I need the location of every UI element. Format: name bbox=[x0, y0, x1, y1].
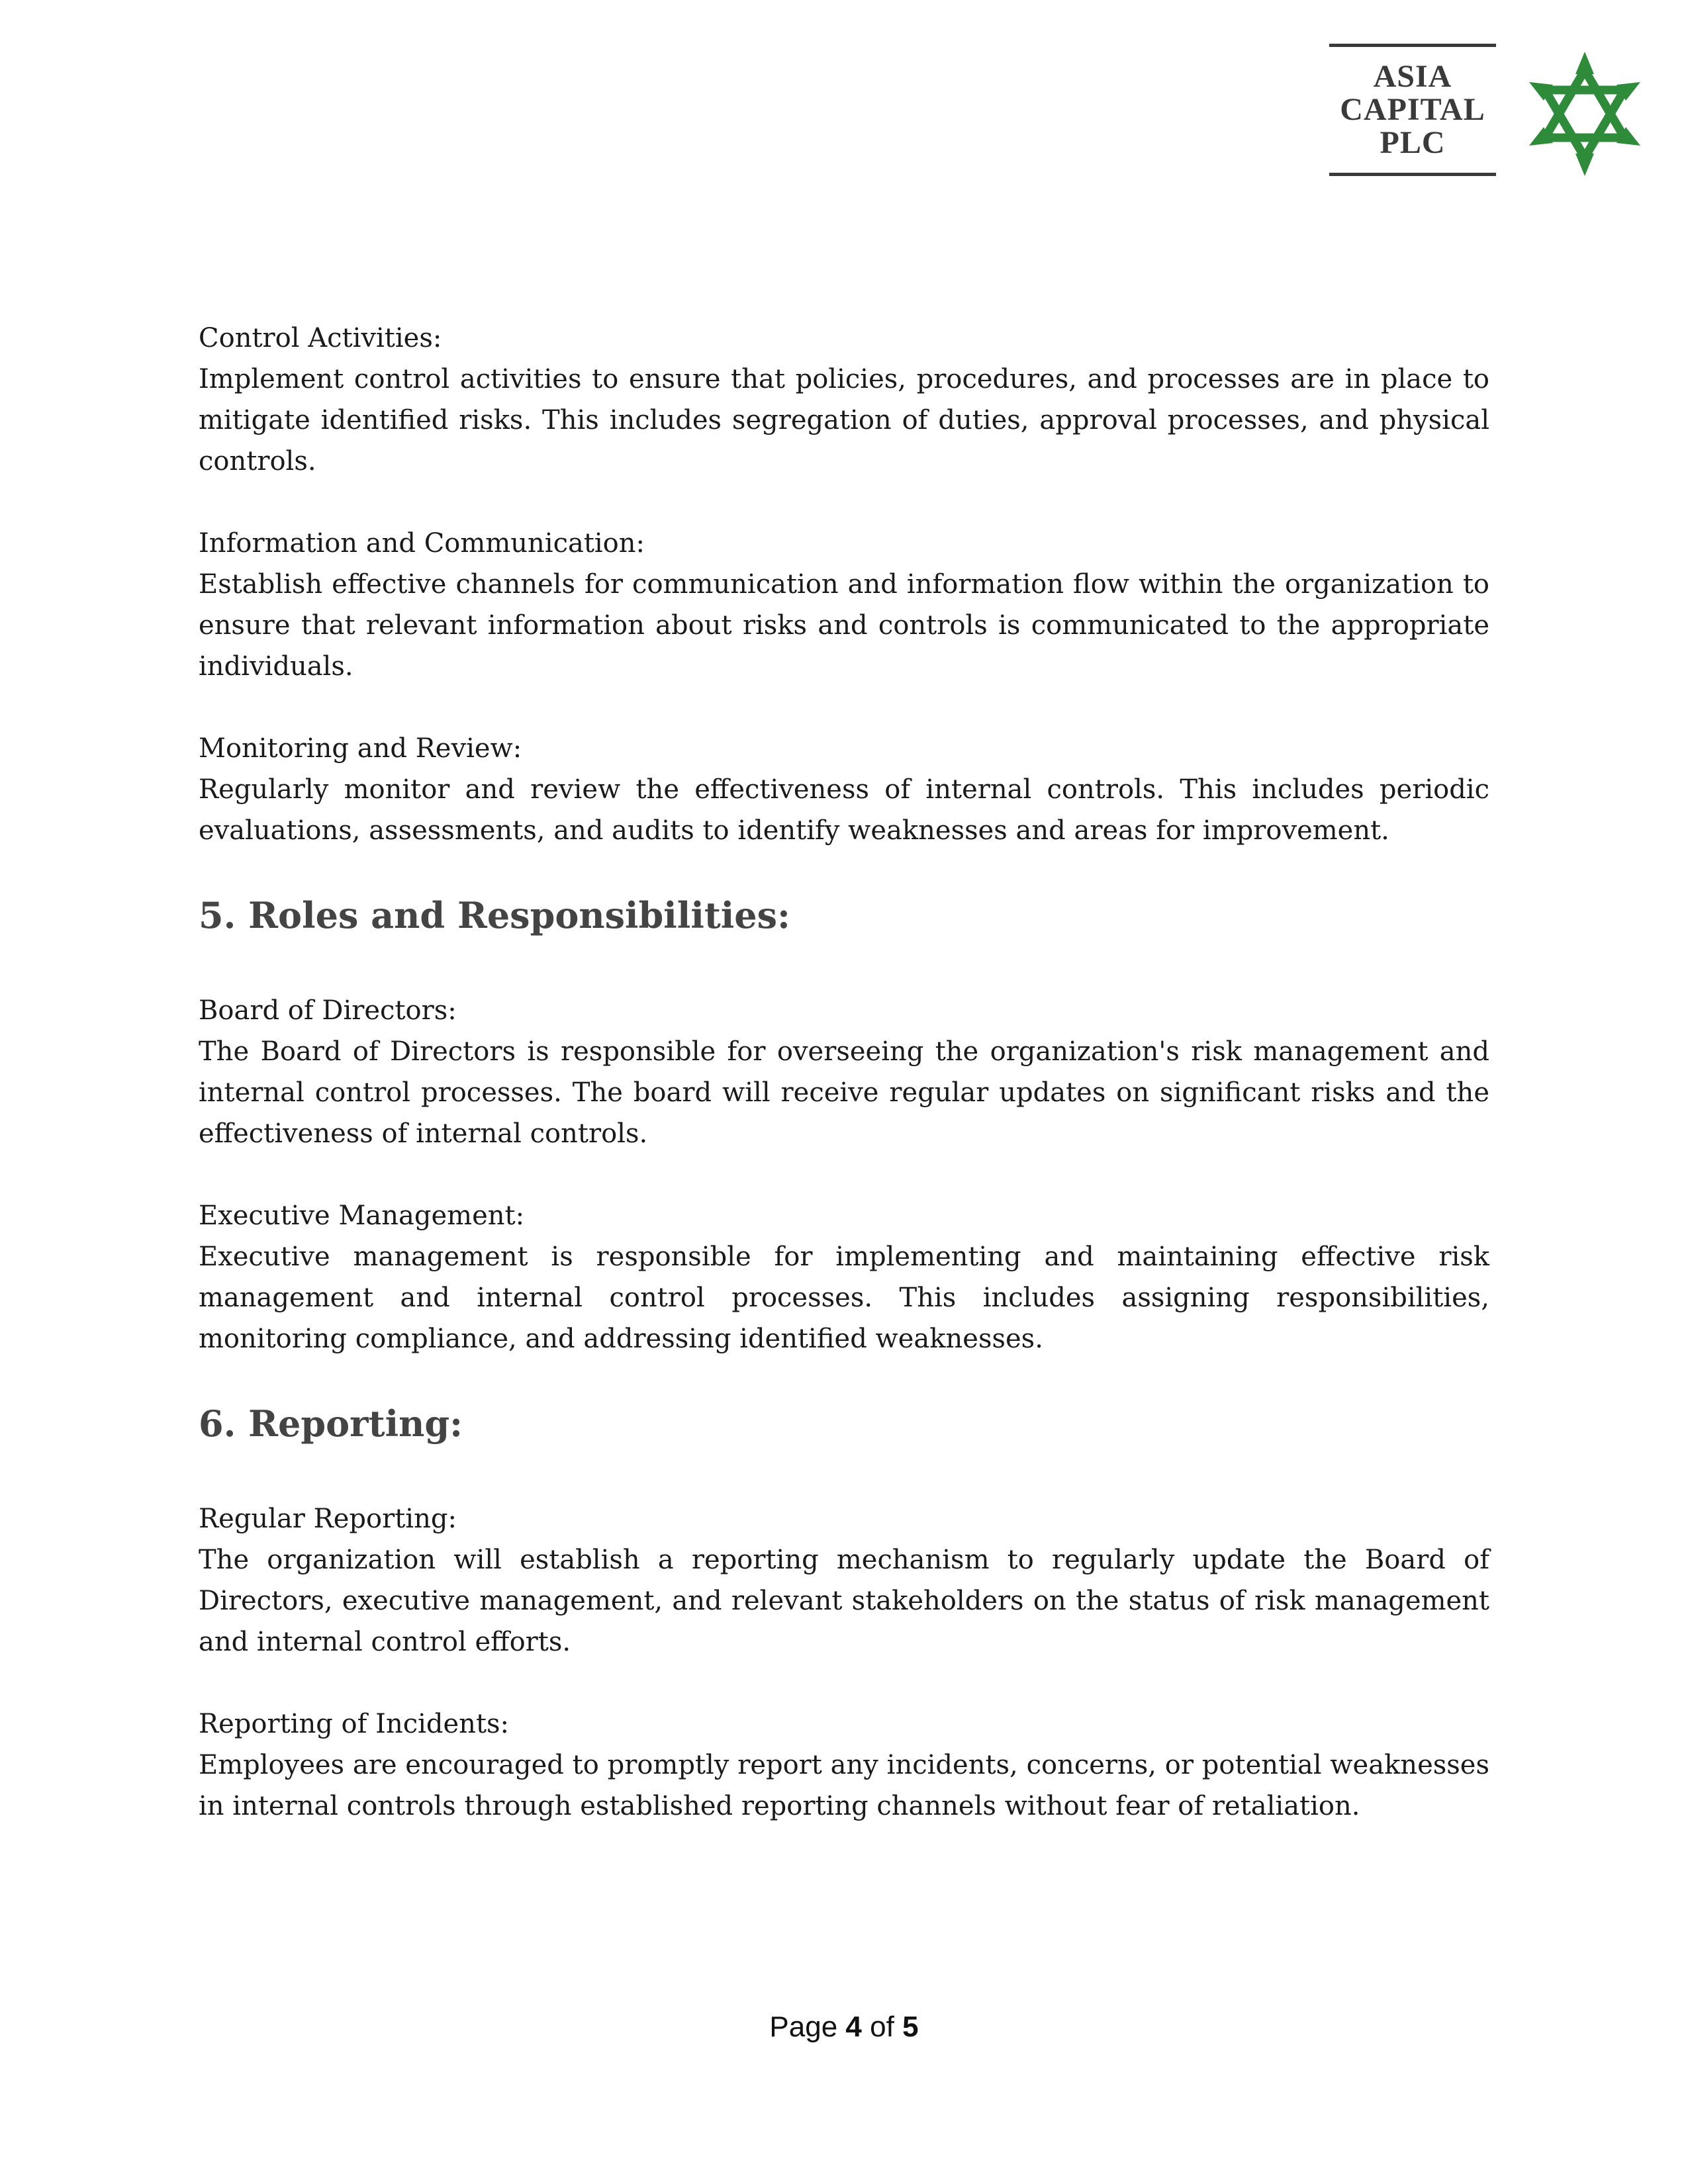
incident-reporting-text: Employees are encouraged to promptly report any incidents, concerns, or potential weaknesses in internal controls through established reporting channels without fear of retaliation. bbox=[199, 1750, 1489, 1821]
page-word: Page bbox=[769, 2011, 838, 2043]
section-6-heading: 6. Reporting: bbox=[199, 1402, 463, 1445]
page-number-footer bbox=[0, 2011, 1688, 2044]
info-comm-text: Establish effective channels for communication and information flow within the organization to ensure that relevant information about risks and controls is communicated to the appropriate individuals. bbox=[199, 569, 1489, 682]
logo-line-3: PLC bbox=[1380, 125, 1446, 160]
control-activities-text: Implement control activities to ensure that policies, procedures, and processes are in place to mitigate identified risks. This includes segregation of duties, approval processes, and physical controls. bbox=[199, 364, 1489, 477]
executive-block bbox=[199, 1195, 1489, 1359]
info-comm-block bbox=[199, 523, 1489, 687]
logo-wordmark bbox=[1329, 44, 1496, 176]
total-page-number: 5 bbox=[902, 2011, 919, 2043]
monitoring-block bbox=[199, 728, 1489, 851]
section-5-heading: 5. Roles and Responsibilities: bbox=[199, 894, 790, 936]
star-logo-icon bbox=[1525, 48, 1644, 180]
control-activities-block bbox=[199, 318, 1489, 482]
monitoring-text: Regularly monitor and review the effectiveness of internal controls. This includes periodic evaluations, assessments, and audits to identify weaknesses and areas for improvement. bbox=[199, 774, 1489, 846]
document-body bbox=[199, 318, 1489, 1868]
monitoring-title: Monitoring and Review: bbox=[199, 733, 522, 764]
logo-line-1: ASIA bbox=[1373, 59, 1452, 94]
regular-reporting-block bbox=[199, 1498, 1489, 1662]
logo-line-2: CAPITAL bbox=[1340, 92, 1485, 127]
incident-reporting-title: Reporting of Incidents: bbox=[199, 1709, 510, 1739]
executive-title: Executive Management: bbox=[199, 1201, 525, 1231]
incident-reporting-block bbox=[199, 1704, 1489, 1827]
regular-reporting-text: The organization will establish a reporting mechanism to regularly update the Board of Directors, executive management, and relevant stakeholders on the status of risk management and internal control efforts. bbox=[199, 1545, 1489, 1657]
board-text: The Board of Directors is responsible for overseeing the organization's risk management and internal control processes. The board will receive regular updates on significant risks and the effectiveness of internal controls. bbox=[199, 1036, 1489, 1149]
board-title: Board of Directors: bbox=[199, 995, 457, 1026]
executive-text: Executive management is responsible for implementing and maintaining effective risk management and internal control processes. This includes assigning responsibilities, monitoring compliance, and addressing identified weaknesses. bbox=[199, 1242, 1489, 1354]
company-logo bbox=[1329, 44, 1647, 183]
of-word: of bbox=[870, 2011, 894, 2043]
regular-reporting-title: Regular Reporting: bbox=[199, 1504, 457, 1534]
info-comm-title: Information and Communication: bbox=[199, 528, 645, 559]
board-block bbox=[199, 990, 1489, 1154]
current-page-number: 4 bbox=[845, 2011, 862, 2043]
control-activities-title: Control Activities: bbox=[199, 323, 442, 353]
